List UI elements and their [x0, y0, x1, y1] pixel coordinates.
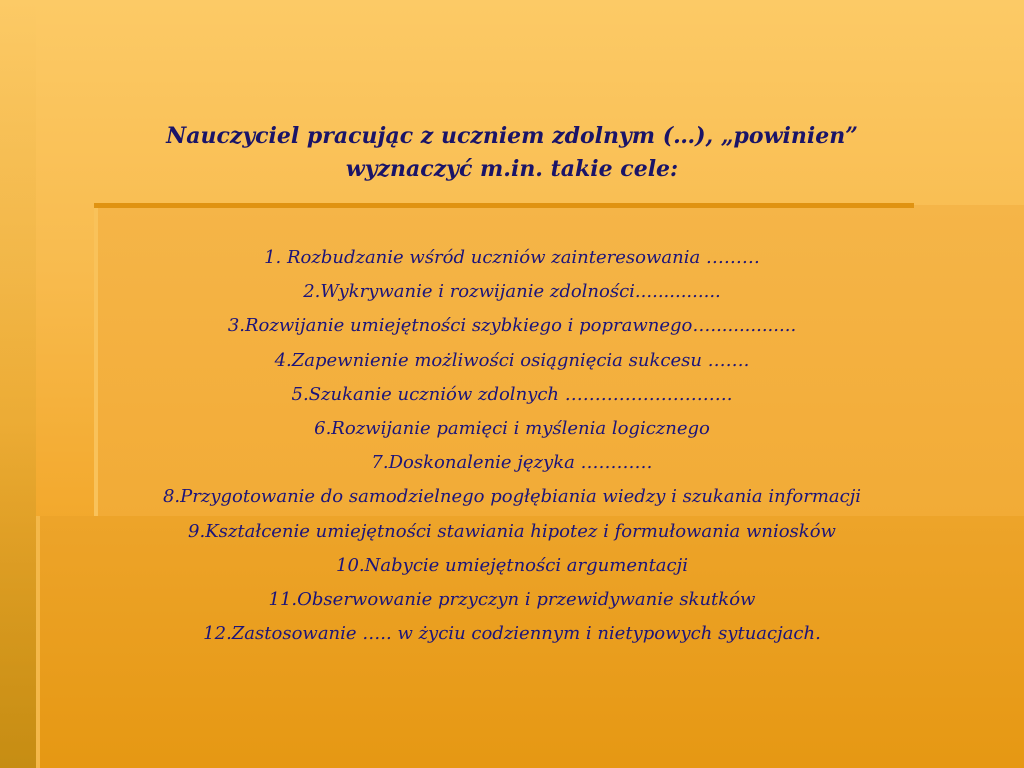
goal-item-5: 5.Szukanie uczniów zdolnych ……………………….	[291, 383, 733, 405]
goal-item-10: 10.Nabycie umiejętności argumentacji	[336, 554, 688, 576]
slide-title-line-1: Nauczyciel pracując z uczniem zdolnym (…), „powinien”	[166, 123, 858, 149]
goal-item-1: 1. Rozbudzanie wśród uczniów zainteresowania ………	[264, 247, 760, 268]
goal-item-2: 2.Wykrywanie i rozwijanie zdolności...............	[303, 281, 721, 303]
goal-item-11: 11.Obserwowanie przyczyn i przewidywanie skutków	[268, 589, 756, 611]
goal-item-6: 6.Rozwijanie pamięci i myślenia logicznego	[314, 418, 710, 440]
slide-title-line-2: wyznaczyć m.in. takie cele:	[345, 156, 679, 182]
goal-item-8: 8.Przygotowanie do samodzielnego pogłębiania wiedzy i szukania informacji	[162, 486, 862, 508]
title-divider-line	[94, 203, 914, 208]
goal-item-3: 3.Rozwijanie umiejętności szybkiego i poprawnego…...............	[227, 315, 797, 337]
slide-title	[100, 120, 924, 186]
goal-item-9: 9.Kształcenie umiejętności stawiania hipotez i formułowania wniosków	[188, 520, 836, 542]
left-decorative-band	[0, 0, 36, 768]
goal-item-12: 12.Zastosowanie ….. w życiu codziennym i nietypowych sytuacjach.	[203, 623, 821, 645]
goals-list	[40, 241, 984, 651]
goal-item-4: 4.Zapewnienie możliwości osiągnięcia sukcesu …….	[274, 349, 750, 371]
goal-item-7: 7.Doskonalenie języka …………	[371, 452, 653, 474]
